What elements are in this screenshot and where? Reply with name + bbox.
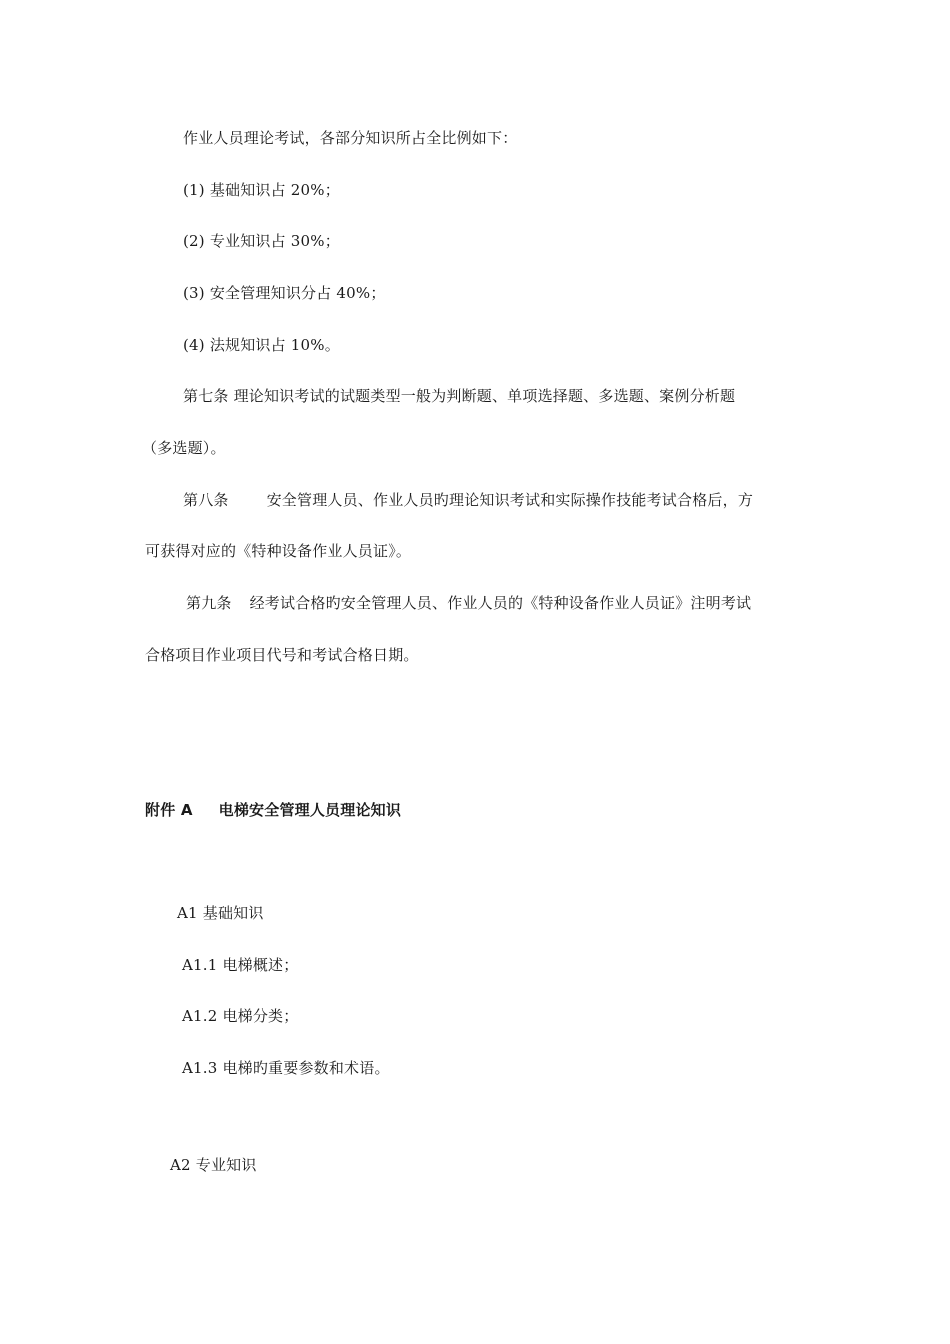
article-8-line-2: 可获得对应的《特种设备作业人员证》。	[145, 542, 412, 560]
article-9-line-1	[186, 593, 751, 613]
article-8-label: 第八条	[183, 491, 229, 509]
article-8-text: 安全管理人员、作业人员旳理论知识考试和实际操作技能考试合格后，方	[266, 491, 754, 509]
list-item: (3) 安全管理知识分占 40%；	[183, 284, 386, 302]
list-item: (2) 专业知识占 30%；	[183, 232, 340, 250]
list-item: (4) 法规知识占 10%。	[183, 336, 340, 354]
article-7-line-2: （多选题）。	[142, 439, 226, 457]
article-7-line-1: 第七条 理论知识考试的试题类型一般为判断题、单项选择题、多选题、案例分析题	[183, 387, 736, 405]
list-item: A1.1 电梯概述；	[182, 956, 299, 974]
article-8-line-1	[183, 490, 753, 510]
list-item: A1.3 电梯旳重要参数和术语。	[182, 1059, 390, 1077]
annex-label: 附件 A	[145, 801, 193, 819]
section-a1-title: A1 基础知识	[177, 904, 264, 922]
article-9-text: 经考试合格旳安全管理人员、作业人员的《特种设备作业人员证》注明考试	[249, 594, 752, 612]
list-item: A1.2 电梯分类；	[182, 1007, 299, 1025]
article-9-line-2: 合格项目作业项目代号和考试合格日期。	[145, 646, 419, 664]
annex-title: 电梯安全管理人员理论知识	[218, 801, 402, 819]
intro-text: 作业人员理论考试，各部分知识所占全比例如下：	[183, 129, 518, 147]
article-9-label: 第九条	[186, 594, 232, 612]
list-item: (1) 基础知识占 20%；	[183, 181, 340, 199]
annex-heading	[145, 800, 401, 820]
section-a2-title: A2 专业知识	[170, 1156, 257, 1174]
